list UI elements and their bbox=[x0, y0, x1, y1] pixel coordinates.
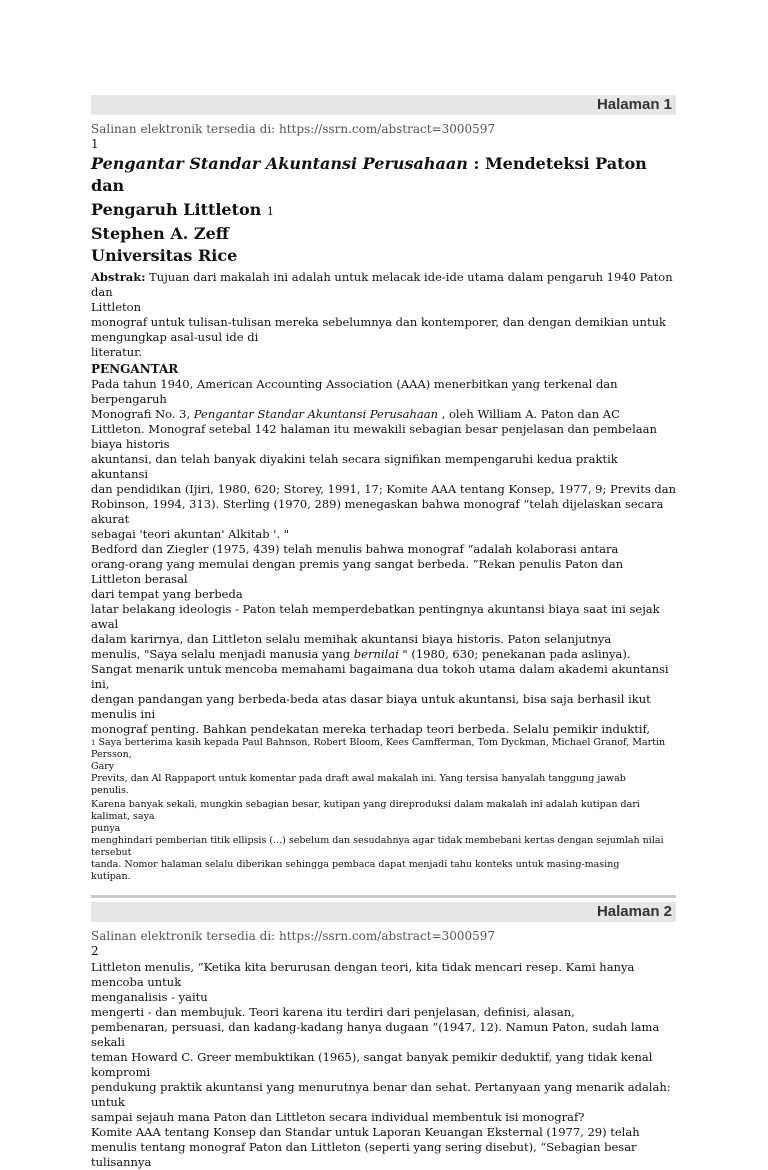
body-line: Littleton. Monograf setebal 142 halaman itu mewakili sebagian besar penjelasan dan pembelaan biaya historis bbox=[91, 422, 657, 451]
footnote-line: menghindari pemberian titik ellipsis (...) sebelum dan sesudahnya agar tidak membebani kertas dengan sejumlah nilai tersebut bbox=[91, 835, 664, 858]
page-1 bbox=[91, 95, 676, 883]
page-header-label: Halaman 2 bbox=[596, 903, 672, 920]
footnote-line: punya bbox=[91, 823, 121, 834]
footnote-line: tanda. Nomor halaman selalu diberikan sehingga pembaca dapat menjadi tahu konteks untuk masing-masing bbox=[91, 859, 620, 870]
page-divider bbox=[91, 895, 676, 898]
body-line: Monografi No. 3, Pengantar Standar Akuntansi Perusahaan , oleh William A. Paton dan AC bbox=[91, 407, 620, 421]
abstract-line: literatur. bbox=[91, 345, 143, 359]
body-text bbox=[91, 960, 676, 1170]
body-line: Sangat menarik untuk mencoba memahami bagaimana dua tokoh utama dalam akademi akuntansi ini, bbox=[91, 662, 669, 691]
footnote-line: 1 Saya berterima kasih kepada Paul Bahnson, Robert Bloom, Kees Camfferman, Tom Dyckman, Michael Granof, Martin Persson, bbox=[91, 737, 666, 760]
footnote-line: penulis. bbox=[91, 785, 129, 796]
section-heading: PENGANTAR bbox=[91, 362, 179, 376]
footnote-line: Karena banyak sekali, mungkin sebagian besar, kutipan yang direproduksi dalam makalah ini adalah kutipan dari kalimat, saya bbox=[91, 799, 640, 822]
paper-title-line2 bbox=[91, 199, 676, 223]
body-line: dari tempat yang berbeda bbox=[91, 587, 243, 601]
body-line: menulis, "Saya selalu menjadi manusia yang bernilai " (1980, 630; penekanan pada aslinya). bbox=[91, 647, 631, 661]
author: Stephen A. Zeff bbox=[91, 224, 229, 243]
body-line: monograf penting. Bahkan pendekatan mereka terhadap teori berbeda. Selalu pemikir induktif, bbox=[91, 722, 651, 736]
page-2 bbox=[91, 902, 676, 1170]
footnote-marker: 1 bbox=[91, 739, 96, 747]
abstract-line: mengungkap asal-usul ide di bbox=[91, 330, 259, 344]
body-line: menulis tentang monograf Paton dan Littleton (seperti yang sering disebut), “Sebagian besar tulisannya bbox=[91, 1140, 637, 1169]
body-line: akuntansi, dan telah banyak diyakini telah secara signifikan mempengaruhi kedua praktik akuntansi bbox=[91, 452, 618, 481]
source-note: Salinan elektronik tersedia di: https://ssrn.com/abstract=3000597 bbox=[91, 122, 496, 136]
page-header-label: Halaman 1 bbox=[596, 96, 672, 113]
paper-title bbox=[91, 153, 676, 197]
body-line: sebagai 'teori akuntan' Alkitab '. " bbox=[91, 527, 290, 541]
body-line: dengan pandangan yang berbeda-beda atas dasar biaya untuk akuntansi, bisa saja berhasil ikut menulis ini bbox=[91, 692, 651, 721]
page-header bbox=[91, 95, 676, 115]
body-line: pendukung praktik akuntansi yang menurutnya benar dan sehat. Pertanyaan yang menarik adalah: untuk bbox=[91, 1080, 671, 1109]
title-rest: : Mendeteksi Paton dan bbox=[91, 154, 647, 195]
body-line: latar belakang ideologis - Paton telah memperdebatkan pentingnya akuntansi biaya saat ini sejak awal bbox=[91, 602, 660, 631]
abstract-line: Littleton bbox=[91, 300, 141, 314]
divider-rule bbox=[91, 895, 676, 898]
abstract-line: monograf untuk tulisan-tulisan mereka sebelumnya dan kontemporer, dan dengan demikian untuk bbox=[91, 315, 666, 329]
footnote-line: Gary bbox=[91, 761, 115, 772]
body-line: Bedford dan Ziegler (1975, 439) telah menulis bahwa monograf “adalah kolaborasi antara bbox=[91, 542, 619, 556]
page-number: 1 bbox=[91, 137, 99, 151]
abstract-line: Abstrak: Tujuan dari makalah ini adalah untuk melacak ide-ide utama dalam pengaruh 1940 Paton dan bbox=[91, 270, 673, 299]
footnote-line: Previts, dan Al Rappaport untuk komentar pada draft awal makalah ini. Yang tersisa hanyalah tanggung jawab bbox=[91, 773, 626, 784]
abstract bbox=[91, 270, 676, 360]
body-text bbox=[91, 377, 676, 737]
body-line: dalam karirnya, dan Littleton selalu memihak akuntansi biaya historis. Paton selanjutnya bbox=[91, 632, 612, 646]
body-line: Komite AAA tentang Konsep dan Standar untuk Laporan Keuangan Eksternal (1977, 29) telah bbox=[91, 1125, 640, 1139]
title-footnote-ref: 1 bbox=[266, 205, 274, 218]
footnotes bbox=[91, 737, 676, 883]
title-line2: Pengaruh Littleton bbox=[91, 200, 267, 219]
body-line: Robinson, 1994, 313). Sterling (1970, 289) menegaskan bahwa monograf “telah dijelaskan secara akurat bbox=[91, 497, 664, 526]
title-italic: Pengantar Standar Akuntansi Perusahaan bbox=[91, 154, 468, 173]
body-line: orang-orang yang memulai dengan premis yang sangat berbeda. ”Rekan penulis Paton dan Littleton berasal bbox=[91, 557, 624, 586]
body-line: Littleton menulis, “Ketika kita berurusan dengan teori, kita tidak mencari resep. Kami hanya mencoba untuk bbox=[91, 960, 635, 989]
body-line: mengerti - dan membujuk. Teori karena itu terdiri dari penjelasan, definisi, alasan, bbox=[91, 1005, 575, 1019]
body-line: dan pendidikan (Ijiri, 1980, 620; Storey, 1991, 17; Komite AAA tentang Konsep, 1977, 9; Previts dan bbox=[91, 482, 676, 496]
body-line: teman Howard C. Greer membuktikan (1965), sangat banyak pemikir deduktif, yang tidak kenal kompromi bbox=[91, 1050, 653, 1079]
page-number: 2 bbox=[91, 944, 99, 958]
footnote-line: kutipan. bbox=[91, 871, 131, 882]
body-line: pembenaran, persuasi, dan kadang-kadang hanya dugaan ”(1947, 12). Namun Paton, sudah lama sekali bbox=[91, 1020, 660, 1049]
source-note: Salinan elektronik tersedia di: https://ssrn.com/abstract=3000597 bbox=[91, 929, 496, 943]
page-header bbox=[91, 902, 676, 922]
affiliation: Universitas Rice bbox=[91, 246, 238, 265]
body-line: menganalisis - yaitu bbox=[91, 990, 208, 1004]
body-line: sampai sejauh mana Paton dan Littleton secara individual membentuk isi monograf? bbox=[91, 1110, 585, 1124]
abstract-label: Abstrak: bbox=[91, 270, 146, 284]
body-line: Pada tahun 1940, American Accounting Association (AAA) menerbitkan yang terkenal dan berpengaruh bbox=[91, 377, 618, 406]
